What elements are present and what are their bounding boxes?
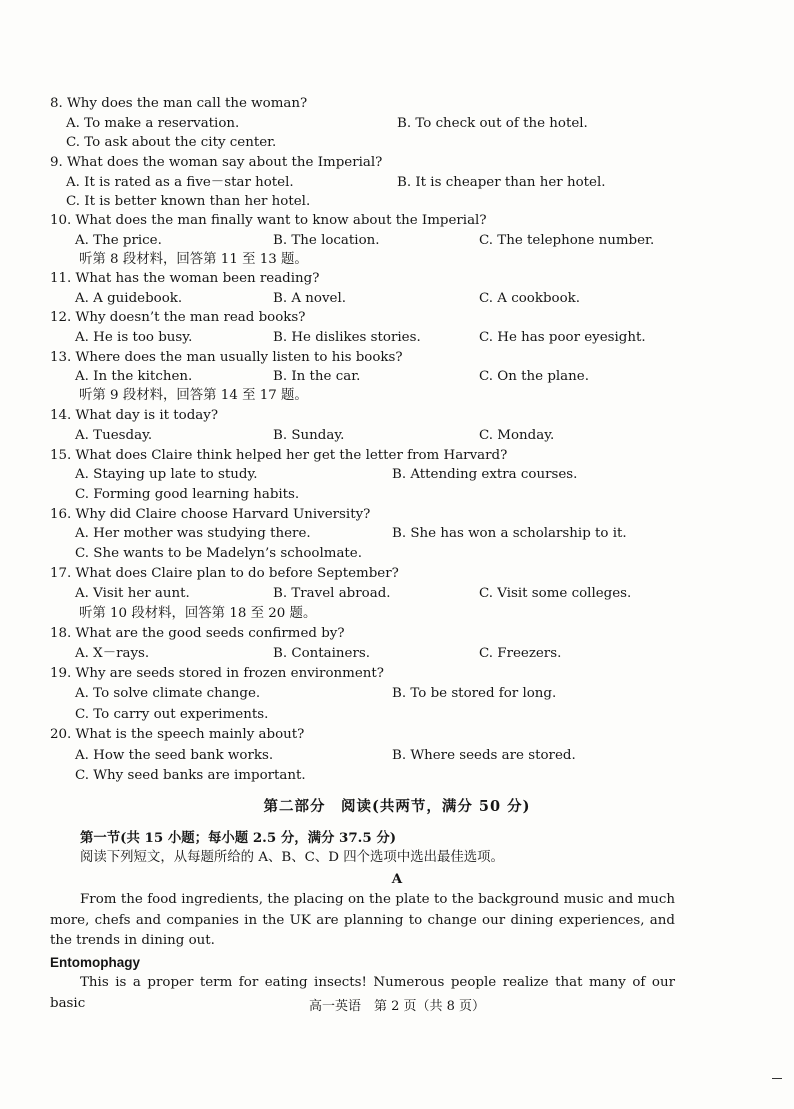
question-11: 11. What has the woman been reading? (50, 271, 320, 286)
option-13a: A. In the kitchen. (75, 369, 193, 384)
option-16a: A. Her mother was studying there. (75, 526, 311, 541)
question-17: 17. What does Claire plan to do before September? (50, 566, 399, 581)
reading-instruction: 阅读下列短文，从每题所给的 A、B、C、D 四个选项中选出最佳选项。 (80, 850, 504, 865)
question-18: 18. What are the good seeds confirmed by? (50, 626, 345, 641)
question-12: 12. Why doesn’t the man read books? (50, 310, 306, 325)
option-16c: C. She wants to be Madelyn’s schoolmate. (75, 546, 362, 561)
question-14: 14. What day is it today? (50, 408, 219, 423)
option-13b: B. In the car. (273, 369, 361, 384)
option-10b: B. The location. (273, 233, 380, 248)
option-20b: B. Where seeds are stored. (392, 748, 576, 763)
option-19a: A. To solve climate change. (75, 686, 261, 701)
option-20a: A. How the seed bank works. (75, 748, 274, 763)
option-10a: A. The price. (75, 233, 162, 248)
option-15c: C. Forming good learning habits. (75, 487, 300, 502)
section-heading-entomophagy: Entomophagy (50, 955, 140, 970)
option-17b: B. Travel abroad. (273, 586, 391, 601)
section-note-10: 听第 10 段材料，回答第 18 至 20 题。 (79, 606, 317, 621)
option-12c: C. He has poor eyesight. (479, 330, 646, 345)
option-9a: A. It is rated as a five－star hotel. (66, 175, 294, 190)
option-8b: B. To check out of the hotel. (397, 116, 588, 131)
question-19: 19. Why are seeds stored in frozen environment? (50, 666, 384, 681)
question-16: 16. Why did Claire choose Harvard University? (50, 507, 371, 522)
question-10: 10. What does the man finally want to know about the Imperial? (50, 213, 487, 228)
option-12a: A. He is too busy. (75, 330, 193, 345)
corner-mark (772, 1078, 782, 1079)
section-note-8: 听第 8 段材料，回答第 11 至 13 题。 (79, 252, 308, 267)
option-18c: C. Freezers. (479, 646, 562, 661)
option-16b: B. She has won a scholarship to it. (392, 526, 627, 541)
option-11b: B. A novel. (273, 291, 346, 306)
option-18a: A. X－rays. (75, 646, 150, 661)
part-two-title: 第二部分 阅读(共两节，满分 50 分) (263, 798, 531, 815)
option-15b: B. Attending extra courses. (392, 467, 578, 482)
option-9b: B. It is cheaper than her hotel. (397, 175, 606, 190)
question-13: 13. Where does the man usually listen to his books? (50, 350, 403, 365)
option-19b: B. To be stored for long. (392, 686, 557, 701)
option-11c: C. A cookbook. (479, 291, 581, 306)
option-8c: C. To ask about the city center. (66, 135, 277, 150)
question-15: 15. What does Claire think helped her get the letter from Harvard? (50, 448, 508, 463)
option-11a: A. A guidebook. (75, 291, 183, 306)
page-footer: 高一英语 第 2 页（共 8 页） (308, 999, 486, 1014)
option-12b: B. He dislikes stories. (273, 330, 421, 345)
passage-paragraph-1: From the food ingredients, the placing on the plate to the background music and much more, chefs and companies in the UK are planning to change our dining experiences, and the trends in dining out. (50, 892, 675, 948)
question-20: 20. What is the speech mainly about? (50, 727, 305, 742)
option-17c: C. Visit some colleges. (479, 586, 632, 601)
section-one-heading: 第一节(共 15 小题；每小题 2.5 分，满分 37.5 分) (80, 830, 397, 846)
section-note-9: 听第 9 段材料，回答第 14 至 17 题。 (79, 388, 308, 403)
option-17a: A. Visit her aunt. (75, 586, 190, 601)
option-13c: C. On the plane. (479, 369, 589, 384)
option-14c: C. Monday. (479, 428, 555, 443)
option-15a: A. Staying up late to study. (75, 467, 258, 482)
passage-label: A (391, 871, 403, 887)
option-14a: A. Tuesday. (75, 428, 153, 443)
option-19c: C. To carry out experiments. (75, 707, 269, 722)
option-9c: C. It is better known than her hotel. (66, 194, 311, 209)
question-9: 9. What does the woman say about the Imperial? (50, 155, 383, 170)
option-8a: A. To make a reservation. (66, 116, 240, 131)
option-10c: C. The telephone number. (479, 233, 655, 248)
option-20c: C. Why seed banks are important. (75, 768, 306, 783)
option-18b: B. Containers. (273, 646, 371, 661)
passage-paragraph-2: This is a proper term for eating insects! Numerous people realize that many of our basic (50, 975, 675, 1011)
option-14b: B. Sunday. (273, 428, 345, 443)
question-8: 8. Why does the man call the woman? (50, 96, 308, 111)
